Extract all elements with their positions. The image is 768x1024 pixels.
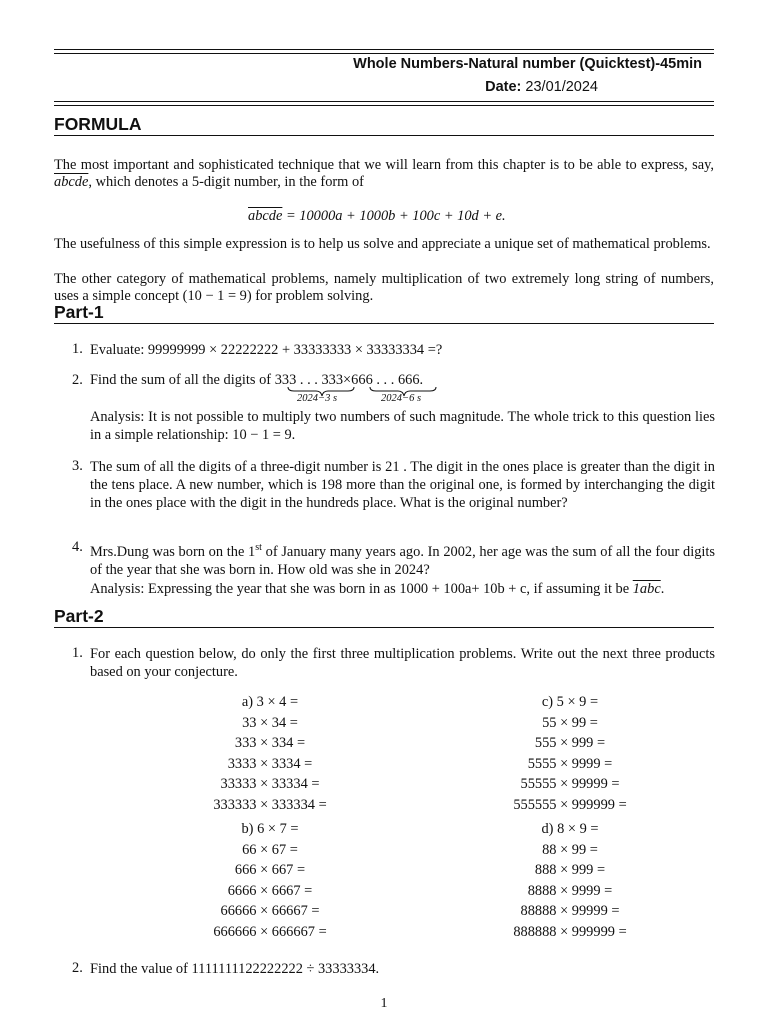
q4-text-b: of January many years ago. In 2002, her age was the sum of all the four digits of the year that she was born in. How old was she in 2024? <box>90 543 716 578</box>
formula-intro-variable: abcde <box>54 174 89 190</box>
formula-usefulness: The usefulness of this simple expression is to help us solve and appreciate a unique set of mathematical problems. <box>54 236 711 252</box>
part1-q4 <box>90 539 715 579</box>
group-c-row: 555555 × 999999 = <box>513 796 627 813</box>
group-b-row: 66666 × 66667 = <box>220 903 320 920</box>
q2-suffix: . <box>419 372 424 388</box>
group-a-row: 333 × 334 = <box>234 735 306 752</box>
group-b <box>180 819 360 943</box>
part1-heading: Part-1 <box>54 302 104 322</box>
part2-q2-number: 2. <box>72 960 83 976</box>
q4-analysis-end: . <box>660 581 665 597</box>
group-c-row: 555 × 999 = <box>534 735 606 752</box>
formula-intro-text-2: , which denotes a 5-digit number, in the form of <box>88 174 364 190</box>
document-title: Whole Numbers-Natural number (Quicktest)-45min <box>353 56 702 72</box>
group-c-row: 55 × 99 = <box>542 714 598 731</box>
part1-q4-analysis <box>90 580 715 598</box>
group-b-row: 666666 × 666667 = <box>213 923 327 940</box>
equation-rhs: = 10000a + 1000b + 100c + 10d + e. <box>285 208 506 224</box>
part1-q3: The sum of all the digits of a three-digit number is 21 . The digit in the ones place is greater than the digit in the tens place. A new number, which is 198 more than the original one, is formed by interchanging the digit in the ones place with the digit in the hundreds place. What is the original number? <box>90 459 715 511</box>
part2-q1-number: 1. <box>72 645 83 661</box>
formula-intro <box>54 157 714 191</box>
group-a <box>180 692 360 816</box>
part1-q2-number: 2. <box>72 372 83 388</box>
part2-q1: For each question below, do only the first three multiplication problems. Write out the next three products based on your conjecture. <box>90 646 715 680</box>
q2-brace-label-2: 2024−6 s <box>381 393 422 404</box>
document-date <box>485 79 598 95</box>
formula-heading: FORMULA <box>54 114 142 134</box>
header-rule-top-2 <box>54 53 714 54</box>
page-number: 1 <box>380 996 388 1011</box>
group-d-row: 88 × 99 = <box>542 841 598 858</box>
group-d-row: 88888 × 99999 = <box>520 903 620 920</box>
q4-text-a: Mrs.Dung was born on the 1 <box>90 543 256 560</box>
date-label: Date: <box>485 79 522 95</box>
q2-brace-label-1: 2024−3 s <box>297 393 338 404</box>
part1-q2-analysis: Analysis: It is not possible to multiply two numbers of such magnitude. The whole trick to this question lies in a simple relationship: 10 − 1 = 9. <box>90 409 715 443</box>
q4-analysis-variable: 1abc <box>632 581 661 597</box>
group-c-row: 5555 × 9999 = <box>527 755 613 772</box>
header-rule-bottom <box>54 101 714 102</box>
q2-times: × <box>343 372 352 388</box>
group-c <box>478 692 662 816</box>
group-b-row: 666 × 667 = <box>234 862 306 879</box>
q2-factor-2: 666 . . . 666 <box>351 372 420 388</box>
group-a-row: a) 3 × 4 = <box>241 694 299 710</box>
group-b-row: 66 × 67 = <box>242 841 298 858</box>
part2-heading: Part-2 <box>54 606 104 626</box>
part2-q2: Find the value of 1111111122222222 ÷ 33333334. <box>90 961 380 977</box>
group-c-row: 55555 × 99999 = <box>520 776 620 793</box>
equation-lhs: abcde <box>248 208 283 224</box>
part1-q4-number: 4. <box>72 539 83 555</box>
group-d-row: 888 × 999 = <box>534 862 606 879</box>
group-a-row: 3333 × 3334 = <box>227 755 313 772</box>
group-d <box>478 819 662 943</box>
group-a-row: 33333 × 33334 = <box>220 776 320 793</box>
group-a-row: 33 × 34 = <box>242 714 298 731</box>
date-value: 23/01/2024 <box>525 79 598 95</box>
group-d-row: 8888 × 9999 = <box>527 882 613 899</box>
part1-q3-number: 3. <box>72 458 83 474</box>
part1-rule <box>54 323 714 324</box>
formula-rule <box>54 135 714 136</box>
group-d-row: d) 8 × 9 = <box>541 821 599 837</box>
group-b-row: b) 6 × 7 = <box>241 821 299 837</box>
part1-q1: Evaluate: 99999999 × 22222222 + 33333333 × 33333334 =? <box>90 342 443 358</box>
group-d-row: 888888 × 999999 = <box>513 923 627 940</box>
q2-prefix: Find the sum of all the digits of <box>90 372 272 388</box>
group-a-row: 333333 × 333334 = <box>213 796 327 813</box>
group-c-row: c) 5 × 9 = <box>541 694 599 710</box>
part1-q1-number: 1. <box>72 341 83 357</box>
header-rule-top <box>54 49 714 50</box>
part2-rule <box>54 627 714 628</box>
header-rule-bottom-2 <box>54 105 714 106</box>
formula-equation <box>248 208 506 225</box>
formula-other-category: The other category of mathematical problems, namely multiplication of two extremely long string of numbers, uses a simple concept (10 − 1 = 9) for problem solving. <box>54 271 714 304</box>
q2-factor-1: 333 . . . 333 <box>274 372 344 388</box>
group-b-row: 6666 × 6667 = <box>227 882 313 899</box>
q4-analysis-text: Analysis: Expressing the year that she was born in as 1000 + 100a+ 10b + c, if assuming it be <box>90 581 630 597</box>
formula-intro-text: The most important and sophisticated technique that we will learn from this chapter is to be able to express, say, <box>54 157 714 173</box>
q4-superscript: st <box>255 542 262 553</box>
